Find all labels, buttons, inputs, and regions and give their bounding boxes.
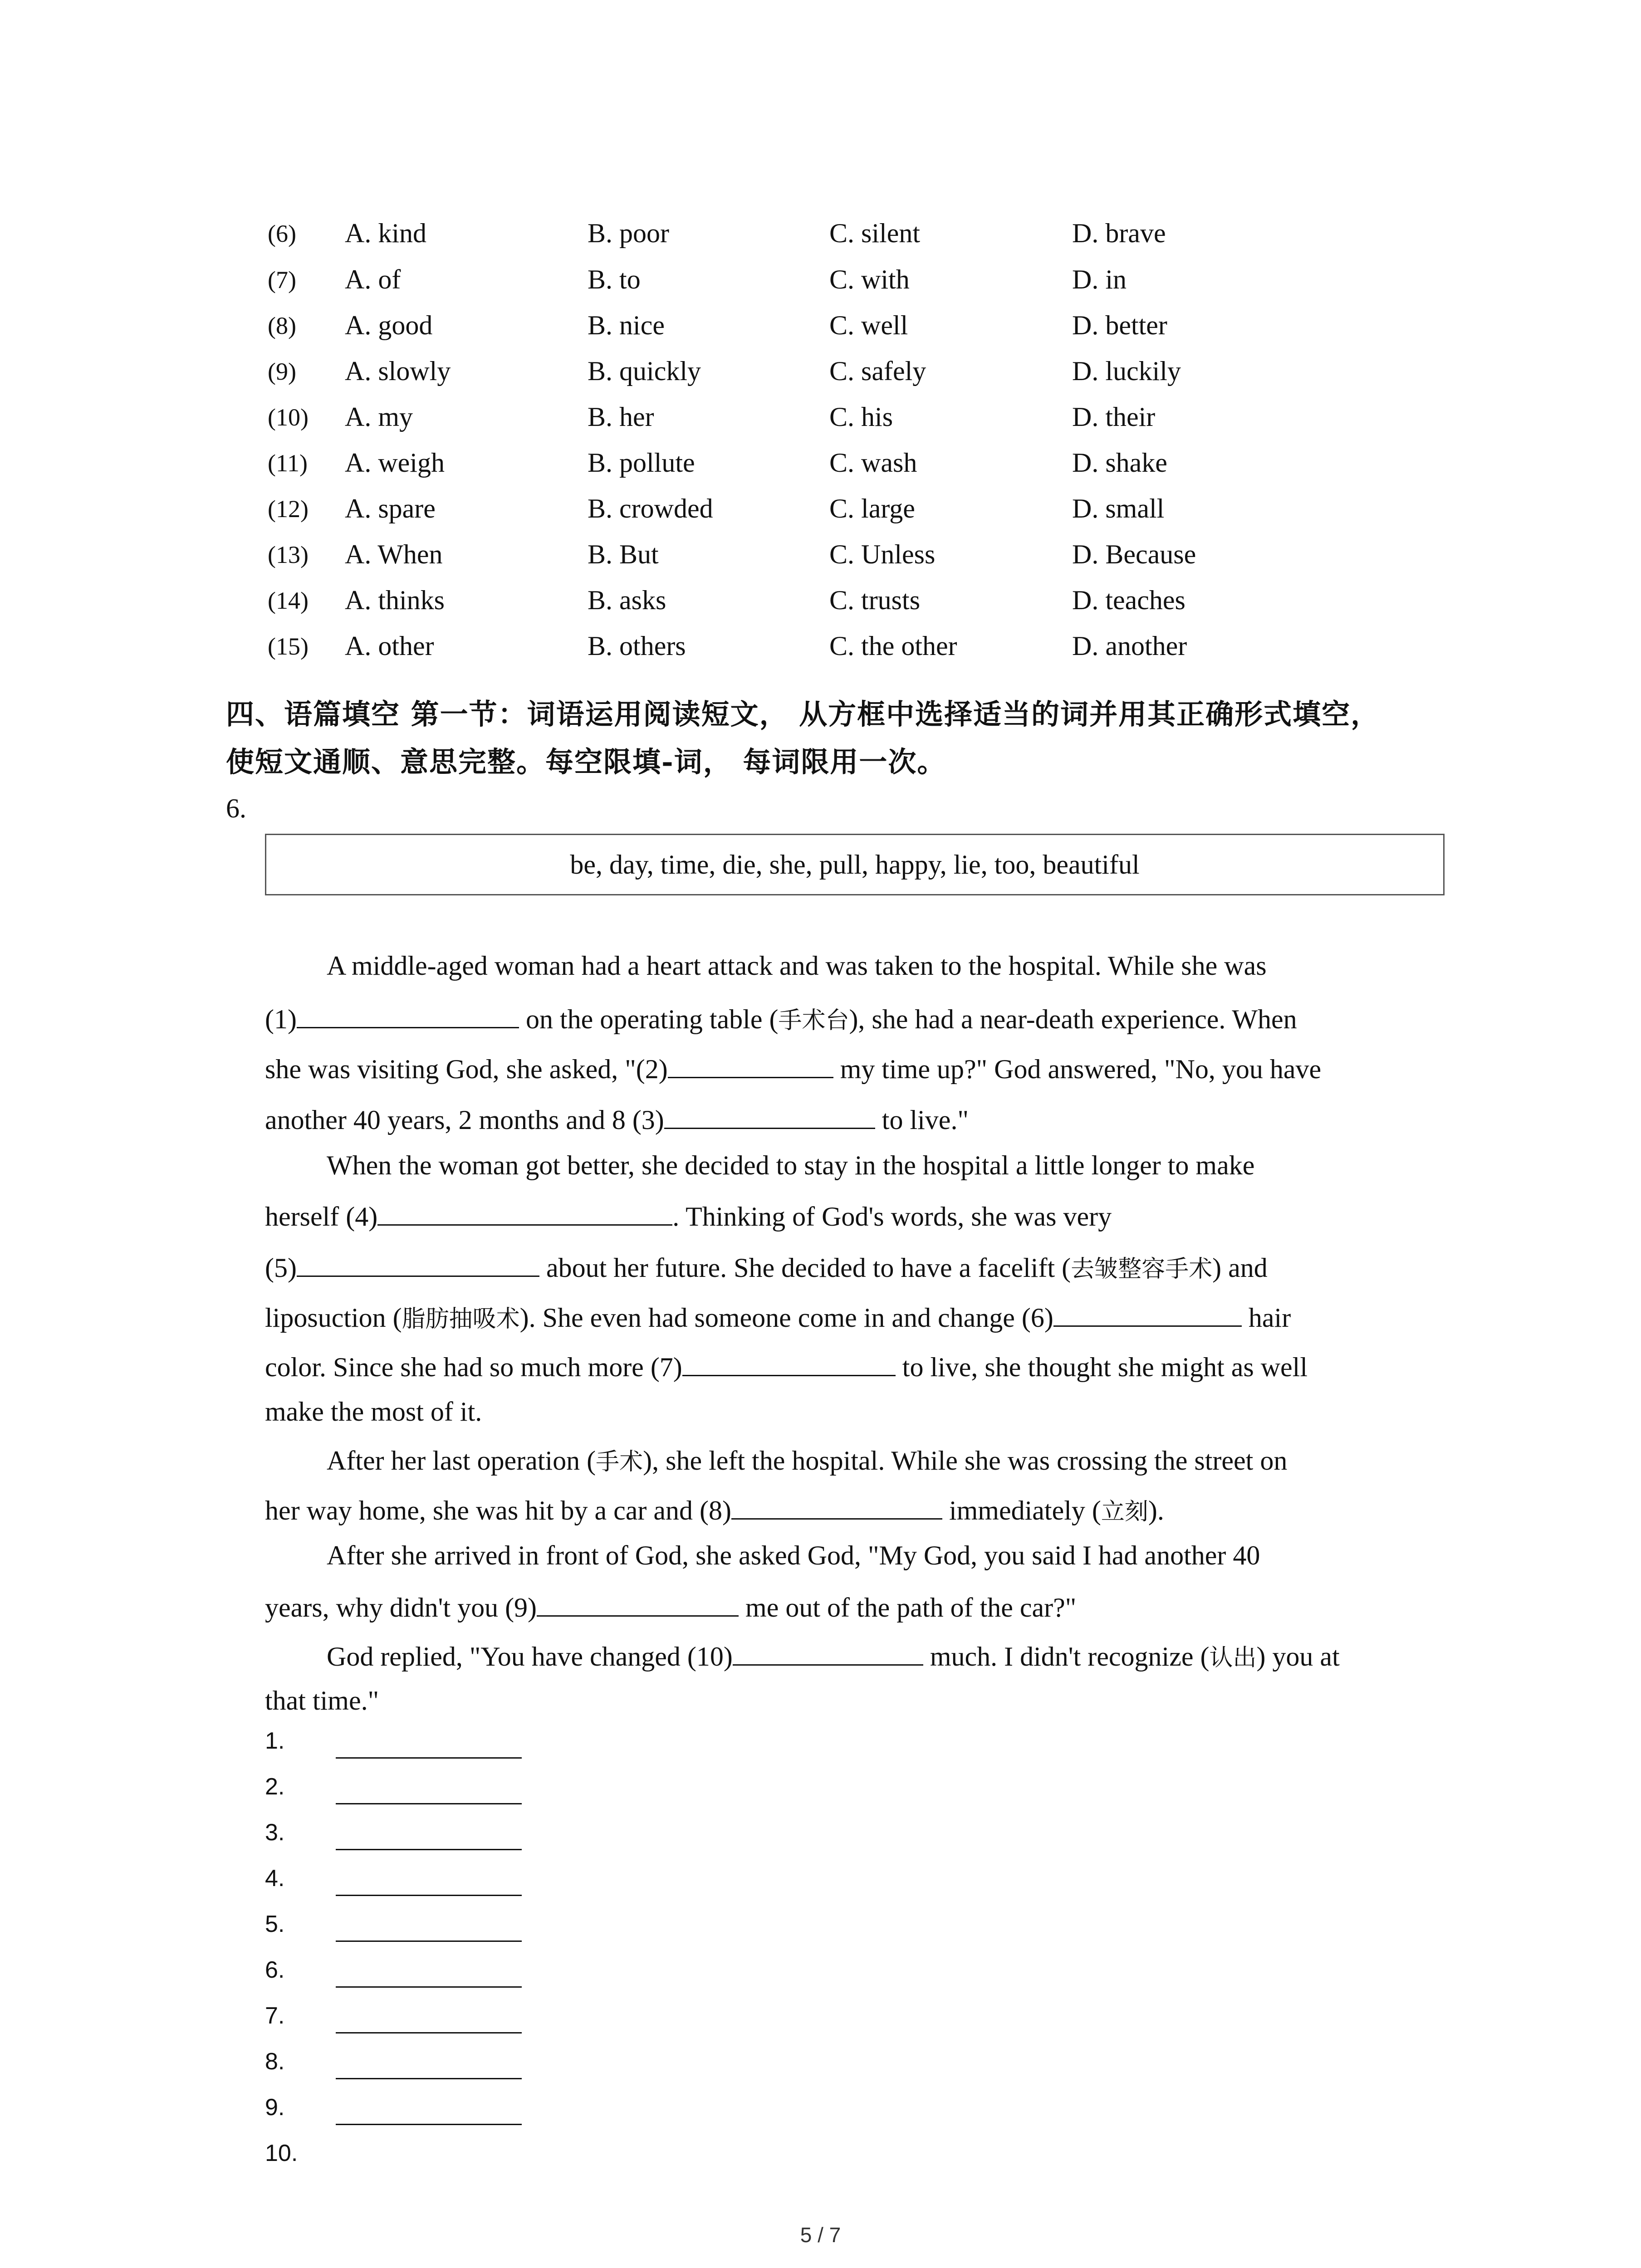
- answer-blank[interactable]: [336, 1895, 522, 1896]
- answer-blank[interactable]: [336, 2078, 522, 2079]
- answer-blank[interactable]: [336, 2124, 522, 2125]
- option-b[interactable]: B. poor: [588, 218, 669, 248]
- blank-7[interactable]: [682, 1349, 896, 1376]
- answer-blank[interactable]: [336, 1757, 522, 1759]
- answer-blank[interactable]: [336, 2032, 522, 2033]
- passage-line: make the most of it.: [265, 1397, 482, 1427]
- option-c[interactable]: C. wash: [829, 448, 917, 478]
- question-number: (15): [268, 633, 309, 660]
- question-number: (10): [268, 404, 309, 431]
- option-row: [0, 401, 1641, 447]
- question-number: (13): [268, 541, 309, 568]
- question-number: 6.: [226, 793, 246, 823]
- answer-label: 5.: [265, 1911, 285, 1937]
- passage-line: After she arrived in front of God, she asked God, "My God, you said I had another 40: [327, 1540, 1260, 1570]
- option-a[interactable]: A. other: [345, 631, 434, 661]
- option-b[interactable]: B. But: [588, 539, 659, 569]
- option-d[interactable]: D. brave: [1072, 218, 1166, 248]
- option-row: [0, 493, 1641, 538]
- blank-2[interactable]: [668, 1051, 833, 1078]
- blank-8[interactable]: [731, 1493, 942, 1520]
- passage-line: God replied, "You have changed (10) much. I didn't recognize (认出) you at: [327, 1638, 1340, 1672]
- passage-line: (1) on the operating table (手术台), she had a near-death experience. When: [265, 1001, 1297, 1035]
- option-b[interactable]: B. pollute: [588, 448, 695, 478]
- option-c[interactable]: C. large: [829, 494, 915, 523]
- answer-label: 7.: [265, 2003, 285, 2029]
- blank-4[interactable]: [377, 1199, 672, 1226]
- option-a[interactable]: A. thinks: [345, 585, 445, 615]
- answer-label: 10.: [265, 2140, 298, 2166]
- option-c[interactable]: C. well: [829, 310, 908, 340]
- option-d[interactable]: D. luckily: [1072, 356, 1181, 386]
- option-a[interactable]: A. of: [345, 264, 401, 294]
- option-b[interactable]: B. others: [588, 631, 686, 661]
- question-number: (12): [268, 495, 309, 523]
- question-number: (8): [268, 312, 296, 339]
- answer-label: 3.: [265, 1819, 285, 1846]
- option-d[interactable]: D. teaches: [1072, 585, 1185, 615]
- passage-line: A middle-aged woman had a heart attack and was taken to the hospital. While she was: [327, 951, 1267, 981]
- blank-1[interactable]: [297, 1002, 519, 1028]
- option-b[interactable]: B. asks: [588, 585, 666, 615]
- option-b[interactable]: B. nice: [588, 310, 665, 340]
- answer-row: [0, 2002, 1641, 2043]
- passage-line: color. Since she had so much more (7) to live, she thought she might as well: [265, 1349, 1308, 1383]
- passage-line: (5) about her future. She decided to have a facelift (去皱整容手术) and: [265, 1250, 1268, 1284]
- option-a[interactable]: A. When: [345, 539, 443, 569]
- blank-9[interactable]: [537, 1590, 739, 1617]
- option-a[interactable]: A. slowly: [345, 356, 451, 386]
- word-bank-box: [265, 834, 1445, 895]
- passage-line: When the woman got better, she decided to stay in the hospital a little longer to make: [327, 1150, 1255, 1180]
- option-d[interactable]: D. shake: [1072, 448, 1167, 478]
- answer-row: [0, 1727, 1641, 1768]
- answer-label: 4.: [265, 1865, 285, 1892]
- option-d[interactable]: D. Because: [1072, 539, 1196, 569]
- passage-line: years, why didn't you (9) me out of the path of the car?": [265, 1590, 1076, 1623]
- question-number: (11): [268, 450, 308, 477]
- word-bank-text: be, day, time, die, she, pull, happy, lie, too, beautiful: [570, 849, 1140, 880]
- option-row: [0, 539, 1641, 584]
- option-a[interactable]: A. good: [345, 310, 433, 340]
- option-row: [0, 218, 1641, 263]
- option-c[interactable]: C. safely: [829, 356, 926, 386]
- option-d[interactable]: D. small: [1072, 494, 1165, 523]
- option-a[interactable]: A. kind: [345, 218, 426, 248]
- option-a[interactable]: A. weigh: [345, 448, 445, 478]
- answer-label: 1.: [265, 1728, 285, 1754]
- option-b[interactable]: B. quickly: [588, 356, 701, 386]
- option-c[interactable]: C. trusts: [829, 585, 921, 615]
- answer-label: 8.: [265, 2048, 285, 2075]
- blank-5[interactable]: [297, 1250, 539, 1277]
- answer-blank[interactable]: [336, 1849, 522, 1850]
- option-a[interactable]: A. my: [345, 402, 413, 432]
- answer-blank[interactable]: [336, 1941, 522, 1942]
- passage-line: her way home, she was hit by a car and (8) immediately (立刻).: [265, 1492, 1164, 1526]
- option-c[interactable]: C. the other: [829, 631, 957, 661]
- option-row: [0, 356, 1641, 401]
- passage-line: another 40 years, 2 months and 8 (3) to live.": [265, 1102, 969, 1136]
- option-row: [0, 631, 1641, 676]
- answer-label: 9.: [265, 2094, 285, 2121]
- section-heading-line2: 使短文通顺、意思完整。每空限填-词， 每词限用一次。: [226, 745, 946, 778]
- question-number: (14): [268, 587, 309, 614]
- option-c[interactable]: C. Unless: [829, 539, 936, 569]
- option-d[interactable]: D. their: [1072, 402, 1156, 432]
- question-number: (7): [268, 266, 296, 293]
- option-d[interactable]: D. in: [1072, 264, 1127, 294]
- answer-blank[interactable]: [336, 1803, 522, 1804]
- page-number: 5 / 7: [800, 2223, 841, 2247]
- passage-line: liposuction (脂肪抽吸术). She even had someone come in and change (6) hair: [265, 1300, 1291, 1334]
- option-row: [0, 264, 1641, 309]
- answer-row: [0, 2048, 1641, 2089]
- passage-line: herself (4) . Thinking of God's words, she was very: [265, 1199, 1112, 1232]
- question-number: (9): [268, 358, 296, 385]
- option-d[interactable]: D. another: [1072, 631, 1187, 661]
- passage-line: that time.": [265, 1686, 379, 1716]
- passage-line: she was visiting God, she asked, "(2) my time up?" God answered, "No, you have: [265, 1051, 1321, 1085]
- answer-row: [0, 1911, 1641, 1951]
- answer-blank[interactable]: [336, 1986, 522, 1988]
- option-c[interactable]: C. his: [829, 402, 893, 432]
- answer-row: [0, 1819, 1641, 1860]
- passage-line: After her last operation (手术), she left the hospital. While she was crossing the street on: [327, 1446, 1288, 1476]
- option-row: [0, 310, 1641, 355]
- option-d[interactable]: D. better: [1072, 310, 1167, 340]
- blank-3[interactable]: [664, 1102, 875, 1129]
- option-c[interactable]: C. silent: [829, 218, 921, 248]
- answer-row: [0, 1865, 1641, 1906]
- answer-row: [0, 2094, 1641, 2135]
- answer-row: [0, 1773, 1641, 1814]
- answer-label: 6.: [265, 1957, 285, 1983]
- option-c[interactable]: C. with: [829, 264, 910, 294]
- answer-label: 2.: [265, 1774, 285, 1800]
- section-heading-line1: 四、语篇填空 第一节：词语运用阅读短文， 从方框中选择适当的词并用其正确形式填空，: [226, 698, 1380, 731]
- option-b[interactable]: B. to: [588, 264, 641, 294]
- answer-row: [0, 2140, 1641, 2180]
- option-b[interactable]: B. her: [588, 402, 654, 432]
- option-row: [0, 585, 1641, 630]
- option-row: [0, 447, 1641, 493]
- option-b[interactable]: B. crowded: [588, 494, 713, 523]
- answer-row: [0, 1956, 1641, 1997]
- option-a[interactable]: A. spare: [345, 494, 436, 523]
- question-number: (6): [268, 220, 296, 247]
- blank-6[interactable]: [1053, 1300, 1242, 1327]
- blank-10[interactable]: [733, 1639, 923, 1666]
